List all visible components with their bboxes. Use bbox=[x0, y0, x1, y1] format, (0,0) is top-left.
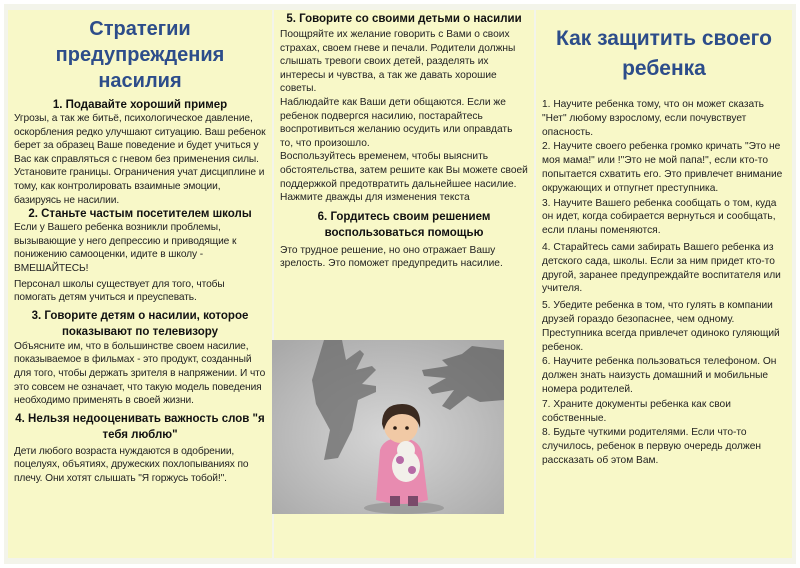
section-5-edit-hint: Нажмите дважды для изменения текста bbox=[280, 192, 470, 204]
section-3-heading: 3. Говорите детям о насилии, которое показывают по телевизору bbox=[31, 309, 249, 338]
section-4-text: Дети любого возраста нуждаются в одобрении, поцелуях, объятиях, дружеских похлопываниях по плечу. Они хотят слышать "Я горжусь тобой!". bbox=[14, 445, 249, 484]
protect-item-7: 7. Храните документы ребенка как свои собственные. bbox=[542, 398, 731, 424]
section-5-text-2: Наблюдайте как Ваши дети общаются. Если же ребенок подвергся насилию, постарайтесь воспротивиться желанию осудить или оправдать то, что произошло. bbox=[280, 96, 513, 149]
protect-item-5: 5. Убедите ребенка в том, что гулять в компании друзей гораздо безопаснее, чем одному. Преступника всегда привлечет одиноко гуляющий ребенок. bbox=[542, 300, 780, 353]
strategies-title: Стратегии предупреждения насилия bbox=[55, 18, 225, 92]
section-1-text: Угрозы, а так же битьё, психологическое давление, оскорбления редко улучшают ситуацию. Ваш ребенок берет за образец Ваше поведение и будет учиться у Вас как справляться с гневом без применения силы. Установите границы. Ограничения учат дисциплине и тому, как контролировать взаимные эмоции, базируясь не насилии. bbox=[14, 113, 266, 206]
section-2-heading: 2. Станьте частым посетителем школы bbox=[28, 208, 252, 221]
child-shadow-image bbox=[272, 340, 504, 514]
protect-item-8: 8. Будьте чуткими родителями. Если что-то случилось, ребенок в первую очередь должен рассказать об этом Вам. bbox=[542, 427, 761, 466]
section-6-heading: 6. Гордитесь своим решением воспользоваться помощью bbox=[317, 210, 491, 239]
section-1-heading: 1. Подавайте хороший пример bbox=[52, 99, 228, 111]
section-5-text-3: Воспользуйтесь временем, чтобы выяснить обстоятельства, затем решите как Вы можете своей поддержкой предотвратить дальнейшее насилие. bbox=[280, 151, 528, 190]
child-shadow-illustration bbox=[272, 340, 504, 514]
section-5-text: Поощряйте их желание говорить с Вами о своих страхах, своем гневе и печали. Родители должны слышать тревоги своих детей, разделять их интересы и чувства, а так же давать хорошие советы. bbox=[280, 29, 516, 95]
column-strategies bbox=[8, 10, 272, 558]
column-protect bbox=[536, 10, 792, 558]
section-3-text: Объясните им, что в большинстве своем насилие, показываемое в фильмах - это продукт, созданный для того, чтобы держать зрителя в напряжении. И что это совсем не означает, что такую модель поведения необходимо применять в своей жизни. bbox=[14, 340, 266, 407]
section-6-text: Это трудное решение, но оно отражает Вашу зрелость. Это поможет предупредить насилие. bbox=[280, 244, 503, 270]
section-2-text-2: Персонал школы существует для того, чтобы помогать детям учиться и преуспевать. bbox=[14, 278, 225, 304]
section-4-heading: 4. Нельзя недооценивать важность слов "я тебя люблю" bbox=[15, 412, 265, 441]
protect-item-3: 3. Научите Вашего ребенка сообщать о том, куда он идет, когда собирается вернуться и сообщать, если планы поменяются. bbox=[542, 197, 777, 237]
protect-item-2: 2. Научите своего ребенка громко кричать "Это не моя мама!" или !"Это не мой папа!", если кто-то попытается схватить его. Это привлечет внимание окружающих и отпугнет преступника. bbox=[542, 141, 783, 194]
protect-item-6: 6. Научите ребенка пользоваться телефоном. Он должен знать наизусть домашний и мобильные номера родителей. bbox=[542, 356, 777, 395]
section-5-heading: 5. Говорите со своими детьми о насилии bbox=[286, 13, 522, 25]
protect-item-1: 1. Научите ребенка тому, что он может сказать "Нет" любому взрослому, если почувствует опасность. bbox=[542, 99, 764, 138]
protect-title: Как защитить своего ребенка bbox=[556, 27, 772, 80]
protect-item-4: 4. Старайтесь сами забирать Вашего ребенка из детского сада, школы. Если за ним придет кто-то другой, заранее предупреждайте воспитателя или учителя. bbox=[542, 241, 781, 295]
section-2-text: Если у Вашего ребенка возникли проблемы, вызывающие у него депрессию и приводящие к понижению самооценки, идите в школу - ВМЕШАЙТЕСЬ! bbox=[14, 222, 237, 274]
